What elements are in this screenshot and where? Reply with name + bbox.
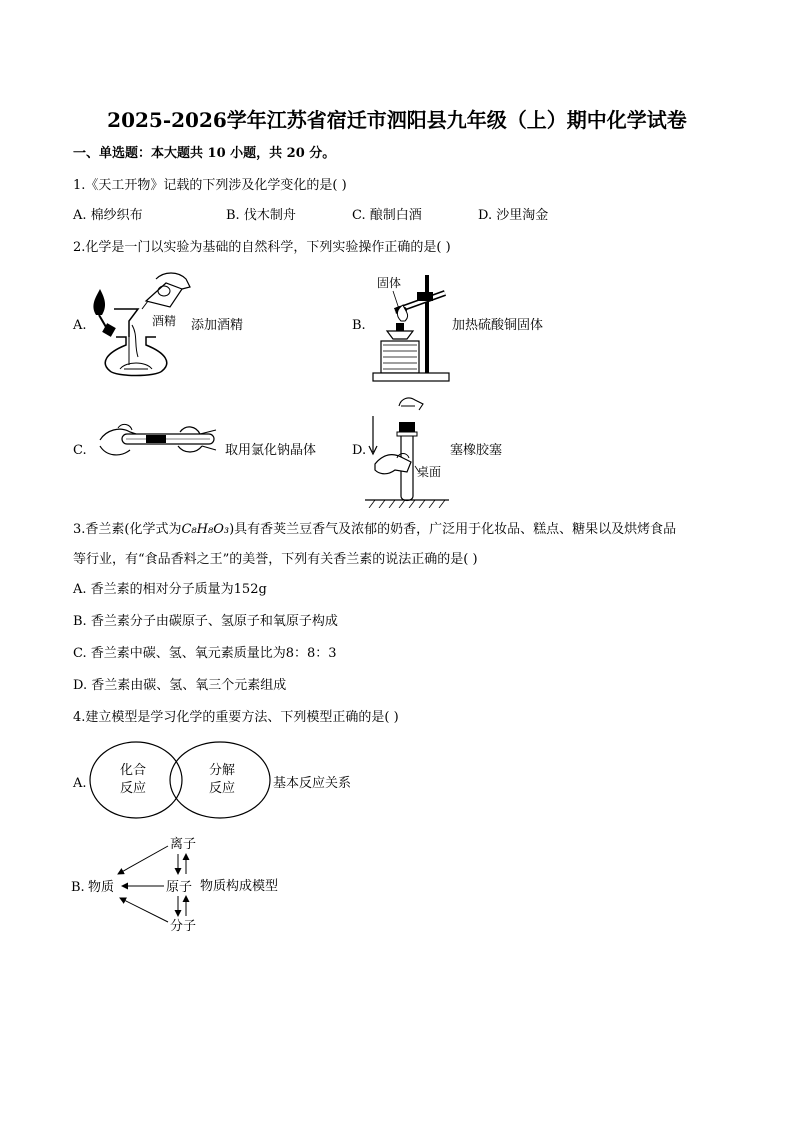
ion-node: 离子 [170,837,197,852]
reaction-relationship-venn-diagram [86,738,272,822]
q3-option-c: C. 香兰素中碳、氢、氧元素质量比为8：8：3 [73,646,337,661]
matter-composition-model-diagram [70,834,210,934]
q2-option-b-letter: B. [352,318,366,333]
q3-option-a: A. 香兰素的相对分子质量为152g [73,582,267,597]
molecule-node: 分子 [170,919,197,934]
question-3-stem-line-2: 等行业，有“食品香料之王”的美誉，下列有关香兰素的说法正确的是( ) [73,552,478,567]
solid-label: 固体 [377,276,402,290]
q4-option-b-caption: 物质构成模型 [200,879,279,894]
decomposition-label-line-2: 反应 [208,781,236,796]
alcohol-label: 酒精 [152,314,177,328]
q1-option-b: B. 伐木制舟 [226,208,296,223]
question-2-stem: 2.化学是一门以实验为基础的自然科学，下列实验操作正确的是( ) [73,240,451,255]
question-4-stem: 4.建立模型是学习化学的重要方法、下列模型正确的是( ) [73,710,399,725]
q2-option-c-letter: C. [73,443,87,458]
q2-option-c-caption: 取用氯化钠晶体 [225,443,317,458]
q1-option-c: C. 酿制白酒 [352,208,422,223]
q2-option-a-caption: 添加酒精 [191,318,244,333]
q3-option-b: B. 香兰素分子由碳原子、氢原子和氧原子构成 [73,614,338,629]
q3-stem-part-2: )具有香荚兰豆香气及浓郁的奶香，广泛用于化妆品、糕点、糖果以及烘烤食品 [229,522,677,537]
q4-option-a-letter: A. [73,776,87,791]
section-heading: 一、单选题：本大题共 10 小题，共 20 分。 [73,146,336,161]
q2-option-d-letter: D. [352,443,367,458]
alcohol-lamp-adding-figure [86,265,196,385]
q1-option-a: A. 棉纱织布 [73,208,143,223]
inserting-rubber-stopper-figure [365,392,449,508]
q3-formula: C₈H₈O₃ [181,522,230,537]
combination-label-line-2: 反应 [119,781,147,796]
exam-title: 2025-2026学年江苏省宿迁市泗阳县九年级（上）期中化学试卷 [107,108,687,132]
q4-option-a-caption: 基本反应关系 [273,776,352,791]
combination-label-line-1: 化合 [119,763,147,778]
decomposition-label-line-1: 分解 [208,763,236,778]
q3-stem-part-1: 3.香兰素(化学式为 [73,522,182,537]
tabletop-label: 桌面 [417,465,442,479]
matter-node: 物质 [88,880,115,895]
question-1-stem: 1.《天工开物》记载的下列涉及化学变化的是( ) [73,178,347,193]
q2-option-d-caption: 塞橡胶塞 [450,443,503,458]
atom-node: 原子 [166,880,193,895]
question-3-stem-line-1 [73,521,676,539]
taking-sodium-chloride-figure [96,412,220,472]
heating-copper-sulfate-figure [365,265,450,385]
q1-option-d: D. 沙里淘金 [478,208,549,223]
q2-option-b-caption: 加热硫酸铜固体 [452,318,544,333]
q2-option-a-letter: A. [73,318,87,333]
option-b-letter: B. [71,880,85,895]
q3-option-d: D. 香兰素由碳、氢、氧三个元素组成 [73,678,287,693]
